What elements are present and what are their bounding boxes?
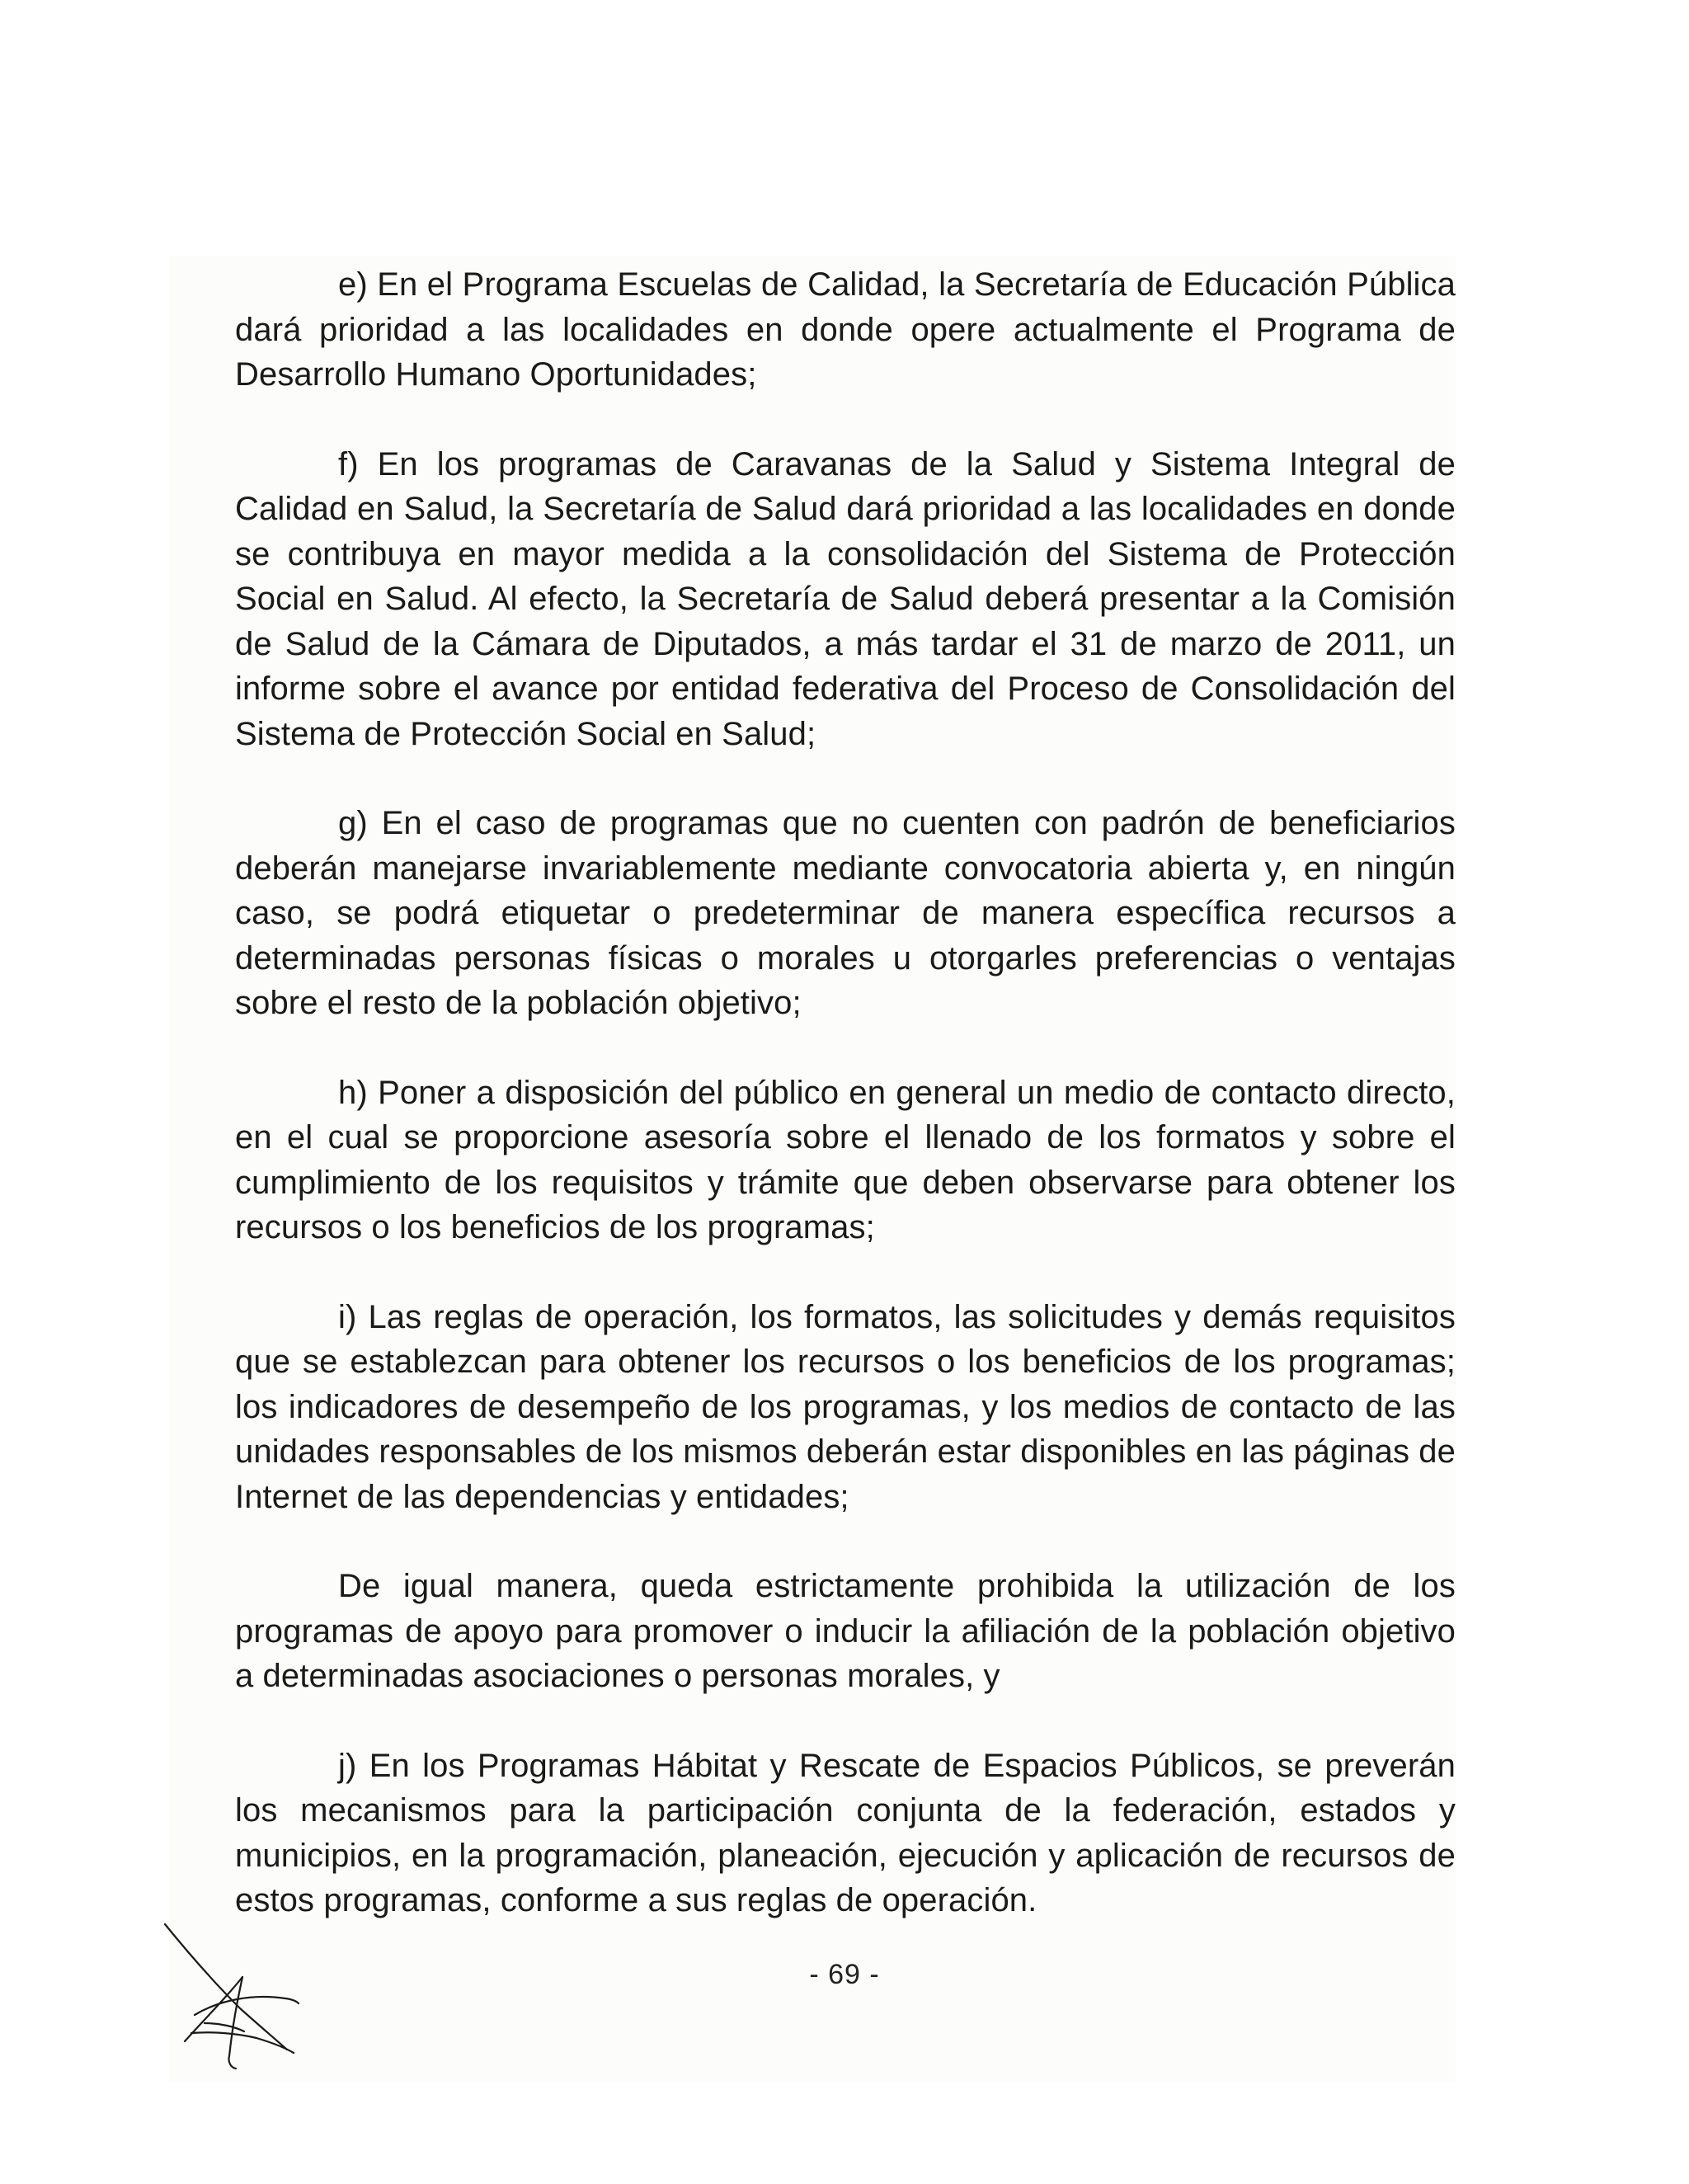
paragraph-g: g) En el caso de programas que no cuenten con padrón de beneficiarios deberán manejarse invariablemente mediante convocatoria abierta y, en ningún caso, se podrá etiquetar o predeterminar de manera específica recursos a determinadas personas físicas o morales u otorgarles preferencias o ventajas sobre el resto de la población objetivo; [235, 805, 1456, 1021]
page-number: - 69 - [809, 1959, 880, 1990]
document-body [235, 262, 1456, 1923]
paragraph-h: h) Poner a disposición del público en general un medio de contacto directo, en el cual se proporcione asesoría sobre el llenado de los formatos y sobre el cumplimiento de los requisitos y trámite que deben observarse para obtener los recursos o los beneficios de los programas; [235, 1074, 1456, 1245]
handwritten-signature-icon [162, 1918, 302, 2070]
paragraph-de-igual-manera: De igual manera, queda estrictamente prohibida la utilización de los programas de apoyo para promover o inducir la afiliación de la población objetivo a determinadas asociaciones o personas morales, y [235, 1568, 1456, 1694]
paragraph-i: i) Las reglas de operación, los formatos, las solicitudes y demás requisitos que se establezcan para obtener los recursos o los beneficios de los programas; los indicadores de desempeño de los programas, y los medios de contacto de las unidades responsables de los mismos deberán estar disponibles en las páginas de Internet de las dependencias y entidades; [235, 1298, 1456, 1515]
paragraph-e: e) En el Programa Escuelas de Calidad, la Secretaría de Educación Pública dará prioridad a las localidades en donde opere actualmente el Programa de Desarrollo Humano Oportunidades; [235, 266, 1456, 393]
paragraph-j: j) En los Programas Hábitat y Rescate de Espacios Públicos, se preverán los mecanismos para la participación conjunta de la federación, estados y municipios, en la programación, planeación, ejecución y aplicación de recursos de estos programas, conforme a sus reglas de operación. [235, 1747, 1456, 1918]
paragraph-f: f) En los programas de Caravanas de la Salud y Sistema Integral de Calidad en Salud, la Secretaría de Salud dará prioridad a las localidades en donde se contribuya en mayor medida a la consolidación del Sistema de Protección Social en Salud. Al efecto, la Secretaría de Salud deberá presentar a la Comisión de Salud de la Cámara de Diputados, a más tardar el 31 de marzo de 2011, un informe sobre el avance por entidad federativa del Proceso de Consolidación del Sistema de Protección Social en Salud; [235, 445, 1456, 752]
